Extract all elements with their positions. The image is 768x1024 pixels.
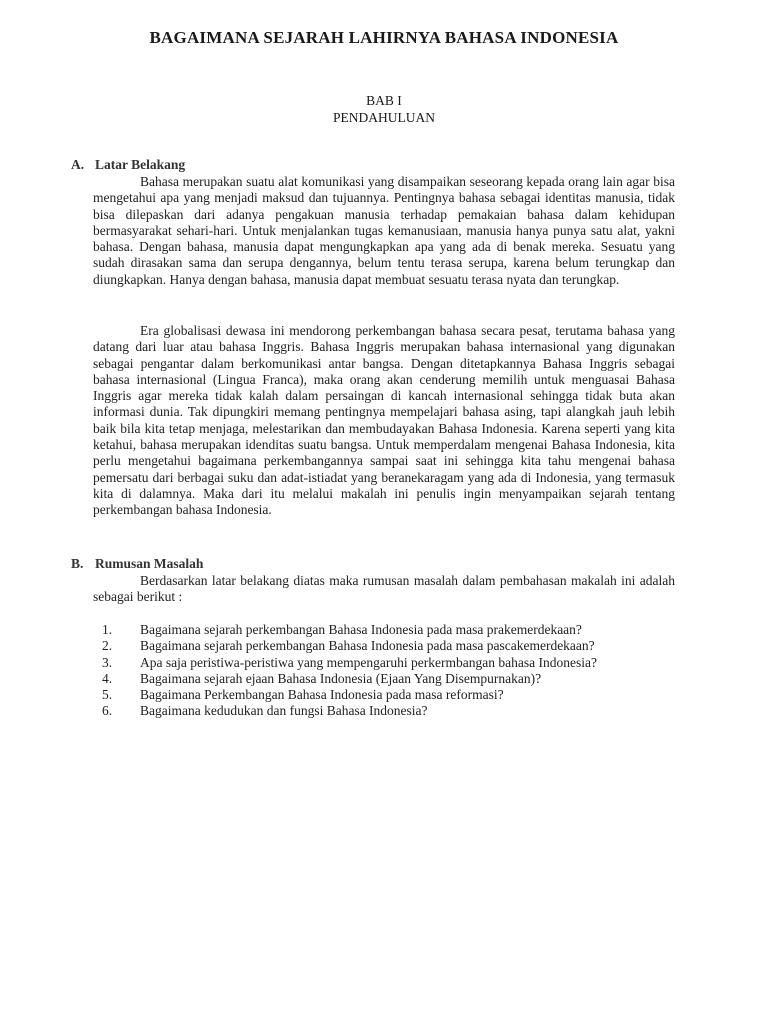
paragraph-latar-belakang-1: Bahasa merupakan suatu alat komunikasi yang disampaikan seseorang kepada orang lain agar bisa mengetahui apa yang menjadi maksud dan tujuannya. Pentingnya bahasa sebagai identitas manusia, tidak bisa dilepaskan dari adanya pengakuan manusia terhadap pemakaian bahasa dalam kehidupan bermasyarakat sehari-hari. Untuk menjalankan tugas kemanusiaan, manusia hanya punya satu alat, yakni bahasa. Dengan bahasa, manusia dapat mengungkapkan apa yang ada di benak mereka. Sesuatu yang sudah dirasakan sama dan serupa dengannya, belum tentu terasa serupa, karena belum terungkap dan diungkapkan. Hanya dengan bahasa, manusia dapat membuat sesuatu terasa nyata dan terungkap. <box>93 174 675 287</box>
chapter-name: PENDAHULUAN <box>333 110 435 125</box>
list-item-text: Bagaimana sejarah ejaan Bahasa Indonesia (Ejaan Yang Disempurnakan)? <box>140 670 542 686</box>
list-item-number: 6. <box>102 703 113 719</box>
list-item <box>93 671 675 687</box>
section-a-title: Latar Belakang <box>95 157 186 172</box>
section-a-heading <box>71 157 185 173</box>
chapter-label: BAB I <box>366 93 402 108</box>
paragraph-latar-belakang-2: Era globalisasi dewasa ini mendorong perkembangan bahasa secara pesat, terutama bahasa yang datang dari luar atau bahasa Inggris. Bahasa Inggris merupakan bahasa internasional yang digunakan sebagai pengantar dalam berkomunikasi antar bangsa. Dengan ditetapkannya Bahasa Inggris sebagai bahasa internasional (Lingua Franca), maka orang akan cenderung memilih untuk menguasai Bahasa Inggris agar mereka tidak kalah dalam persaingan di kancah internasional sehingga tidak buta akan informasi dunia. Tak dipungkiri memang pentingnya mempelajari bahasa asing, tapi alangkah jauh lebih baik bila kita tetap menjaga, melestarikan dan membudayakan Bahasa Indonesia. Karena seperti yang kita ketahui, bahasa merupakan idenditas suatu bangsa. Untuk memperdalam mengenai Bahasa Indonesia, kita perlu mengetahui bagaimana perkembangannya sampai saat ini sehingga kita tahu mengenai bahasa pemersatu dari berbagai suku dan adat-istiadat yang beranekaragam yang ada di Indonesia, yang termasuk kita di dalamnya. Maka dari itu melalui makalah ini penulis ingin menyampaikan sejarah tentang perkembangan bahasa Indonesia. <box>93 323 675 518</box>
list-item-number: 2. <box>102 638 113 654</box>
section-b-heading <box>71 556 203 572</box>
list-item-text: Bagaimana sejarah perkembangan Bahasa Indonesia pada masa pascakemerdekaan? <box>140 638 595 654</box>
list-item-number: 5. <box>102 687 113 703</box>
list-item-text: Apa saja peristiwa-peristiwa yang mempengaruhi perkermbangan bahasa Indonesia? <box>140 654 597 670</box>
list-item-text: Bagaimana Perkembangan Bahasa Indonesia pada masa reformasi? <box>140 687 504 703</box>
list-item <box>93 703 675 719</box>
list-item <box>93 638 675 654</box>
list-item-text: Bagaimana kedudukan dan fungsi Bahasa Indonesia? <box>140 703 428 719</box>
list-item <box>93 687 675 703</box>
list-item-number: 1. <box>102 622 113 637</box>
chapter-heading <box>0 92 768 126</box>
list-item-text: Bagaimana sejarah perkembangan Bahasa Indonesia pada masa prakemerdekaan? <box>140 622 582 637</box>
section-b-letter: B. <box>71 556 84 571</box>
section-a-letter: A. <box>71 157 85 172</box>
question-list <box>93 622 675 720</box>
document-title: BAGAIMANA SEJARAH LAHIRNYA BAHASA INDONESIA <box>149 28 619 47</box>
list-item <box>93 622 675 638</box>
list-item-number: 4. <box>102 670 113 686</box>
paragraph-rumusan-intro: Berdasarkan latar belakang diatas maka rumusan masalah dalam pembahasan makalah ini adalah sebagai berikut : <box>93 573 675 605</box>
list-item-number: 3. <box>102 654 113 670</box>
list-item <box>93 655 675 671</box>
section-b-title: Rumusan Masalah <box>95 556 204 571</box>
